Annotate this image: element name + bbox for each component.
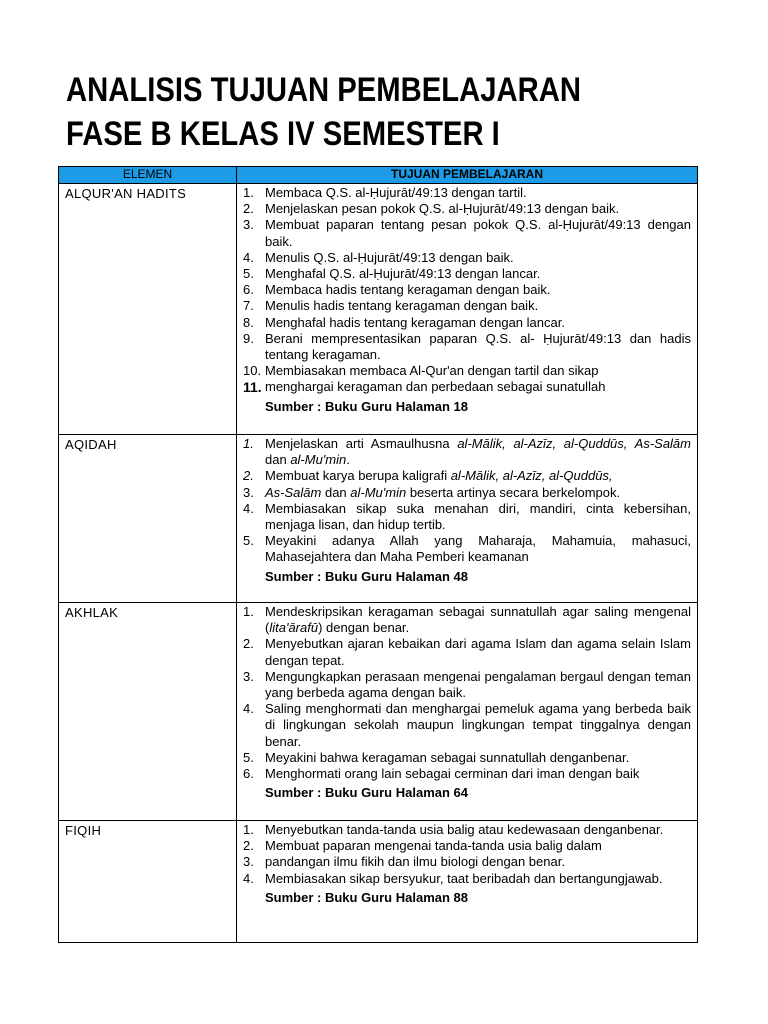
list-item: 1. Membaca Q.S. al-Ḥujurāt/49:13 dengan tartil. (243, 185, 527, 200)
table-row (59, 603, 698, 821)
elemen-cell: AKHLAK (59, 603, 237, 821)
elemen-cell: ALQUR'AN HADITS (59, 184, 237, 435)
table-row (59, 184, 698, 435)
list-item: 6. Menghormati orang lain sebagai cerminan dari iman dengan baik (243, 766, 640, 782)
objectives-cell (237, 603, 698, 821)
objectives-cell (237, 435, 698, 603)
list-item: 5. Meyakini adanya Allah yang Maharaja, Mahamuia, mahasuci, Mahasejahtera dan Maha Pemberi keamanan (243, 533, 691, 565)
table-header-row (59, 167, 698, 184)
list-item: 8. Menghafal hadis tentang keragaman dengan lancar. (243, 314, 565, 330)
list-item: 5. Menghafal Q.S. al-Ḥujurāt/49:13 dengan lancar. (243, 266, 541, 282)
source-note: Sumber : Buku Guru Halaman 64 (265, 785, 468, 801)
list-item: 3. As-Salām dan al-Mu'min beserta artinya secara berkelompok. (243, 484, 621, 500)
list-item: 7. Menulis hadis tentang keragaman dengan baik. (243, 298, 539, 314)
objectives-cell (237, 821, 698, 943)
header-elemen: ELEMEN (59, 167, 237, 184)
list-item: 4. Membiasakan sikap bersyukur, taat beribadah dan bertangungjawab. (243, 870, 663, 886)
objectives-list (241, 185, 691, 396)
list-item: 4. Menulis Q.S. al-Ḥujurāt/49:13 dengan baik. (243, 249, 514, 265)
elemen-cell: AQIDAH (59, 435, 237, 603)
title-line-1: ANALISIS TUJUAN PEMBELAJARAN (66, 71, 581, 109)
source-note: Sumber : Buku Guru Halaman 88 (265, 889, 468, 905)
list-item: 10. Membiasakan membaca Al-Qur'an dengan tartil dan sikap (243, 363, 599, 379)
header-tujuan: TUJUAN PEMBELAJARAN (237, 167, 698, 184)
objectives-list (241, 822, 691, 887)
source-note: Sumber : Buku Guru Halaman 48 (265, 568, 468, 584)
list-item: 4. Saling menghormati dan menghargai pemeluk agama yang berbeda baik di lingkungan sekolah maupun lingkungan tempat tinggalnya dengan benar. (243, 701, 691, 749)
list-item: 1. Menyebutkan tanda-tanda usia balig atau kedewasaan denganbenar. (243, 822, 664, 837)
elemen-cell: FIQIH (59, 821, 237, 943)
list-item: 5. Meyakini bahwa keragaman sebagai sunnatullah denganbenar. (243, 749, 630, 765)
source-note: Sumber : Buku Guru Halaman 18 (265, 398, 468, 414)
list-item: 2. Membuat paparan mengenai tanda-tanda usia balig dalam (243, 838, 602, 854)
list-item: 4. Membiasakan sikap suka menahan diri, mandiri, cinta kebersihan, menjaga lisan, dan hidup tertib. (243, 500, 691, 533)
table-row (59, 821, 698, 943)
list-item: 6. Membaca hadis tentang keragaman dengan baik. (243, 282, 551, 298)
list-item: 3. Mengungkapkan perasaan mengenai pengalaman bergaul dengan teman yang berbeda agama dengan baik. (243, 668, 691, 701)
list-item: 2. Membuat karya berupa kaligrafi al-Mālik, al-Azīz, al-Quddūs, (243, 468, 613, 484)
list-item: 1. Mendeskripsikan keragaman sebagai sunnatullah agar saling mengenal (lita'ārafū) dengan benar. (243, 604, 691, 636)
objectives-cell (237, 184, 698, 435)
page-title (66, 68, 581, 156)
list-item: 9. Berani mempresentasikan paparan Q.S. al- Ḥujurāt/49:13 dan hadis tentang keragaman. (243, 330, 691, 363)
learning-objectives-table (58, 166, 698, 943)
objectives-list (241, 436, 691, 566)
list-item: 11. menghargai keragaman dan perbedaan sebagai sunatullah (243, 379, 606, 396)
list-item: 3. Membuat paparan tentang pesan pokok Q.S. al-Ḥujurāt/49:13 dengan baik. (243, 217, 691, 249)
title-line-2: FASE B KELAS IV SEMESTER I (66, 115, 500, 153)
list-item: 2. Menyebutkan ajaran kebaikan dari agama Islam dan agama selain Islam dengan tepat. (243, 636, 691, 668)
table-row (59, 435, 698, 603)
list-item: 2. Menjelaskan pesan pokok Q.S. al-Ḥujurāt/49:13 dengan baik. (243, 201, 620, 217)
list-item: 1. Menjelaskan arti Asmaulhusna al-Mālik, al-Azīz, al-Quddūs, As-Salām dan al-Mu'min. (243, 436, 691, 468)
list-item: 3. pandangan ilmu fikih dan ilmu biologi dengan benar. (243, 854, 565, 870)
objectives-list (241, 604, 691, 782)
